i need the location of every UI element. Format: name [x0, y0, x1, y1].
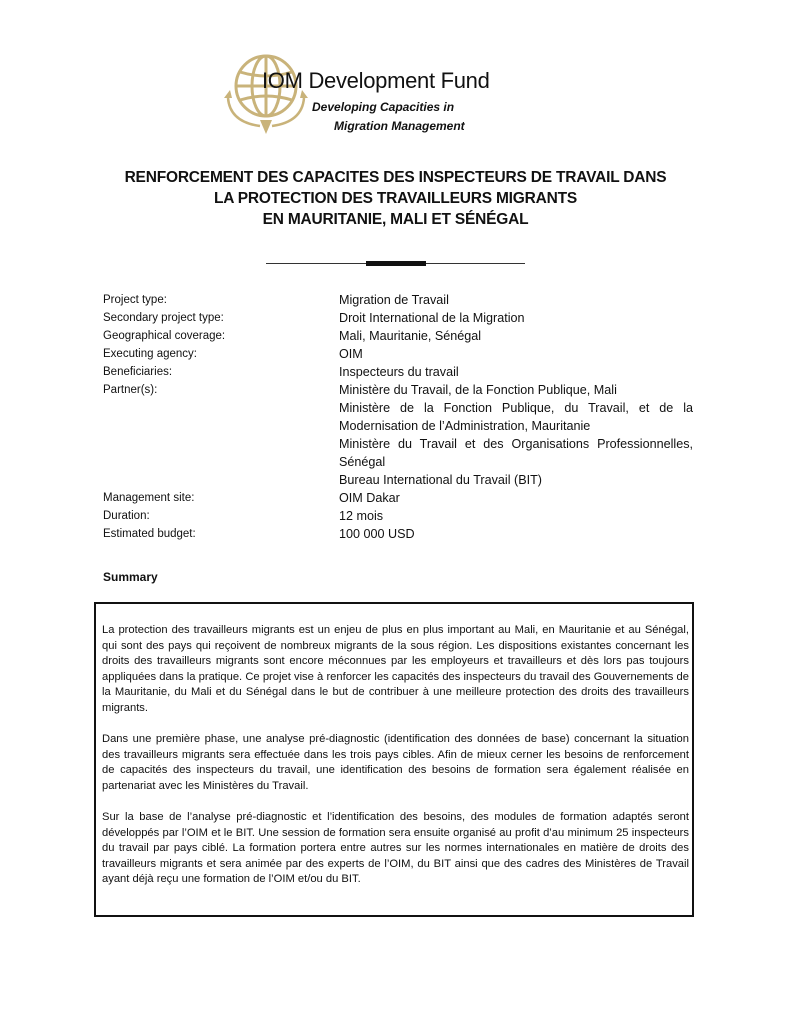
- info-label: Estimated budget:: [103, 528, 196, 540]
- info-value: Ministère de la Fonction Publique, du Travail, et de la Modernisation de l’Administration, Mauritanie: [339, 401, 693, 433]
- summary-heading: Summary: [103, 570, 158, 584]
- info-values: [339, 345, 693, 363]
- document-title: [80, 167, 711, 230]
- iom-logo: [208, 38, 538, 148]
- info-values: [339, 525, 693, 543]
- logo-subtitle-line2: Migration Management: [334, 119, 465, 133]
- summary-text: [102, 623, 689, 904]
- info-value: Droit International de la Migration: [339, 311, 525, 325]
- info-label: Geographical coverage:: [103, 330, 226, 342]
- info-values: [339, 489, 693, 507]
- info-value: Ministère du Travail, de la Fonction Publique, Mali: [339, 383, 617, 397]
- info-label: Partner(s):: [103, 384, 158, 396]
- info-label: Duration:: [103, 510, 150, 522]
- info-values: [339, 363, 693, 381]
- summary-paragraph-3: Sur la base de l’analyse pré-diagnostic et l’identification des besoins, des modules de formation adaptés seront développés par l’OIM et le BIT. Une session de formation sera ensuite organisé au profit d’au minimum 25 inspecteurs du travail par pays ciblé. La formation portera entre autres sur les normes internationales en matière de droits des travailleurs migrants et sera animée par des experts de l’OIM, du BIT ainsi que des cadres des Ministères de Travail ayant déjà reçu une formation de l’OIM et/ou du BIT.: [102, 811, 689, 885]
- title-line-2: LA PROTECTION DES TRAVAILLEURS MIGRANTS: [213, 190, 578, 207]
- info-row-secondary-project-type: [103, 309, 693, 327]
- info-label: Management site:: [103, 492, 195, 504]
- info-label: Executing agency:: [103, 348, 197, 360]
- info-values: [339, 309, 693, 327]
- info-row-partners: [103, 381, 693, 489]
- info-row-duration: [103, 507, 693, 525]
- info-row-project-type: [103, 291, 693, 309]
- info-label: Secondary project type:: [103, 312, 224, 324]
- info-values: [339, 381, 693, 489]
- info-values: [339, 327, 693, 345]
- title-line-1: RENFORCEMENT DES CAPACITES DES INSPECTEURS DE TRAVAIL DANS: [124, 169, 667, 186]
- summary-paragraph-2: Dans une première phase, une analyse pré-diagnostic (identification des données de base) concernant la situation des travailleurs migrants sera effectuée dans les trois pays cibles. Afin de mieux cerner les besoins de renforcement de capacités des inspecteurs du travail, une identification des besoins de formation sera également réalisée en partenariat avec les Ministères du Travail.: [102, 733, 689, 792]
- title-divider-accent: [366, 261, 426, 266]
- info-label: Beneficiaries:: [103, 366, 173, 378]
- info-value: OIM: [339, 347, 363, 361]
- info-values: [339, 507, 693, 525]
- info-value: Bureau International du Travail (BIT): [339, 473, 543, 487]
- info-row-management-site: [103, 489, 693, 507]
- title-line-3: EN MAURITANIE, MALI ET SÉNÉGAL: [262, 211, 529, 228]
- info-value: Ministère du Travail et des Organisations Professionnelles, Sénégal: [339, 437, 693, 469]
- logo-title: IOM Development Fund: [262, 68, 490, 93]
- info-value: OIM Dakar: [339, 491, 400, 505]
- info-row-beneficiaries: [103, 363, 693, 381]
- info-values: [339, 291, 693, 309]
- info-value: Migration de Travail: [339, 293, 449, 307]
- info-value: Mali, Mauritanie, Sénégal: [339, 329, 482, 343]
- info-value: Inspecteurs du travail: [339, 365, 459, 379]
- info-row-geographical-coverage: [103, 327, 693, 345]
- logo-subtitle-line1: Developing Capacities in: [312, 100, 455, 114]
- info-value: 100 000 USD: [339, 527, 415, 541]
- info-value: 12 mois: [339, 509, 384, 523]
- info-row-executing-agency: [103, 345, 693, 363]
- project-info-table: [103, 291, 693, 543]
- summary-paragraph-1: La protection des travailleurs migrants est un enjeu de plus en plus important au Mali, en Mauritanie et au Sénégal, qui sont des pays qui reçoivent de nombreux migrants de la sous région. Les dispositions existantes concernant les droits des travailleurs migrants sont encore méconnues par les employeurs et travailleurs et dès lors pas toujours appliquées dans la pratique. Ce projet vise à renforcer les capacités des inspecteurs du travail des Gouvernements de la Mauritanie, du Mali et du Sénégal dans le but de contribuer à une meilleure protection des droits des travailleurs migrants.: [102, 624, 689, 714]
- info-label: Project type:: [103, 294, 167, 306]
- info-row-estimated-budget: [103, 525, 693, 543]
